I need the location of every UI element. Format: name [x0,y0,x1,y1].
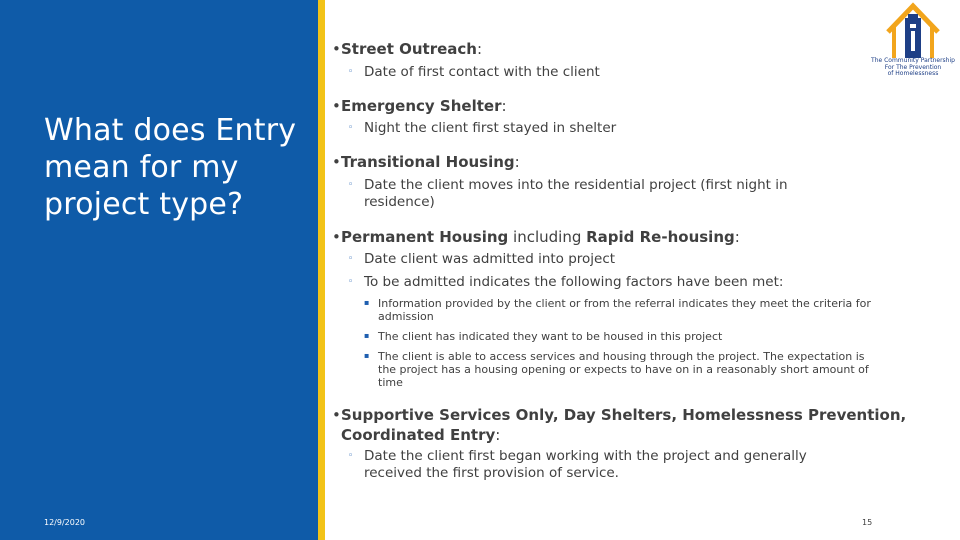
section-supportive-services-line2: Coordinated Entry: [341,426,501,444]
sub-bullet-icon: ◦ [348,180,354,190]
list-item: ◦ Night the client first stayed in shelter [348,120,617,136]
slide-title: What does Entry mean for my project type? [44,113,297,222]
bullet-icon: • [332,228,341,246]
date-footer: 12/9/2020 [44,518,86,527]
sub-bullet-icon: ◦ [348,277,354,287]
bullet-icon: • [332,97,341,115]
left-panel [0,0,318,540]
accent-bar [318,0,325,540]
list-item: ▪ The client has indicated they want to be housed in this project [364,330,723,343]
list-item: ◦ Date the client moves into the residential project (first night in residence) [348,177,788,210]
list-item: ▪ The client is able to access services and housing through the project. The expectation is the project has a housing opening or expects to have on in a reasonably short amount of time [364,350,869,389]
bullet-icon: • [332,153,341,171]
small-bullet-icon: ▪ [364,351,370,360]
section-supportive-services: •Supportive Services Only, Day Shelters, Homelessness Prevention, [332,406,907,424]
page-number: 15 [862,518,873,527]
list-item: ◦ Date of first contact with the client [348,64,600,80]
section-permanent-housing: •Permanent Housing including Rapid Re-housing: [332,228,740,246]
small-bullet-icon: ▪ [364,331,370,340]
sub-bullet-icon: ◦ [348,67,354,77]
sub-bullet-icon: ◦ [348,451,354,461]
section-emergency-shelter: •Emergency Shelter: [332,97,507,115]
list-item: ◦ Date client was admitted into project [348,251,616,267]
bullet-icon: • [332,406,341,424]
sub-bullet-icon: ◦ [348,254,354,264]
section-street-outreach: •Street Outreach: [332,40,483,58]
bullet-icon: • [332,40,341,58]
house-logo-icon [866,0,960,60]
list-item: ◦ To be admitted indicates the following factors have been met: [348,274,784,290]
list-item: ▪ Information provided by the client or from the referral indicates they meet the criteria for admission [364,297,871,323]
section-transitional-housing: •Transitional Housing: [332,153,520,171]
logo-text: The Community Partnership For The Prevention of Homelessness [871,57,955,77]
sub-bullet-icon: ◦ [348,123,354,133]
list-item: ◦ Date the client first began working with the project and generally received the first provision of service. [348,448,807,481]
small-bullet-icon: ▪ [364,298,370,307]
